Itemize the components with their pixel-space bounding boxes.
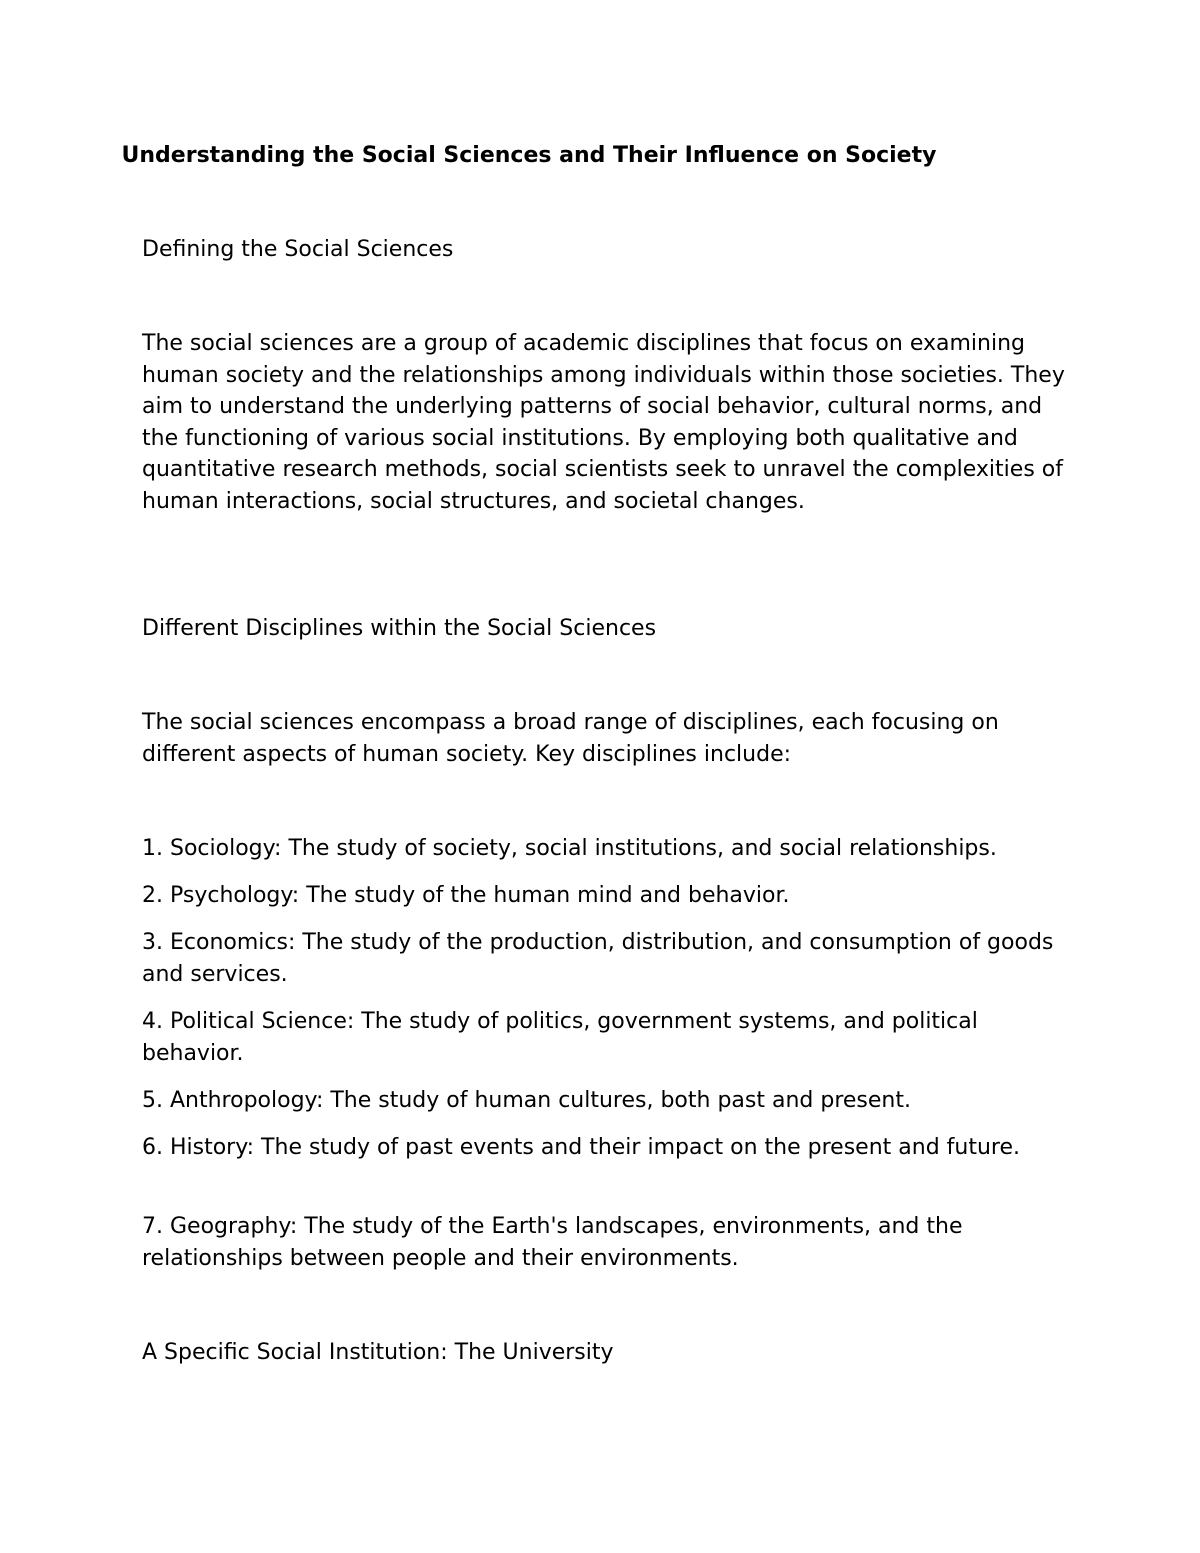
- list-item-history: 6. History: The study of past events and their impact on the present and future.: [142, 1135, 1021, 1160]
- section-heading-university: A Specific Social Institution: The University: [142, 1340, 614, 1365]
- paragraph-defining: The social sciences are a group of academic disciplines that focus on examining human society and the relationships among individuals within those societies. They aim to understand the underlying patterns of social behavior, cultural norms, and the functioning of various social institutions. By employing both qualitative and quantitative research methods, social scientists seek to unravel the complexities of human interactions, social structures, and societal changes.: [142, 331, 1065, 514]
- document-title: Understanding the Social Sciences and Their Influence on Society: [121, 143, 937, 168]
- list-item-political-science: 4. Political Science: The study of politics, government systems, and political behavior.: [142, 1009, 978, 1066]
- section-heading-defining: Defining the Social Sciences: [142, 237, 454, 262]
- list-item-anthropology: 5. Anthropology: The study of human cultures, both past and present.: [142, 1088, 911, 1113]
- list-item-economics: 3. Economics: The study of the production, distribution, and consumption of goods and services.: [142, 930, 1054, 987]
- paragraph-disciplines-intro: The social sciences encompass a broad range of disciplines, each focusing on different aspects of human society. Key disciplines include:: [142, 710, 999, 767]
- section-heading-disciplines: Different Disciplines within the Social Sciences: [142, 616, 657, 641]
- list-item-geography: 7. Geography: The study of the Earth's landscapes, environments, and the relationships between people and their environments.: [142, 1214, 963, 1271]
- list-item-psychology: 2. Psychology: The study of the human mind and behavior.: [142, 883, 790, 908]
- list-item-sociology: 1. Sociology: The study of society, social institutions, and social relationships.: [142, 836, 997, 861]
